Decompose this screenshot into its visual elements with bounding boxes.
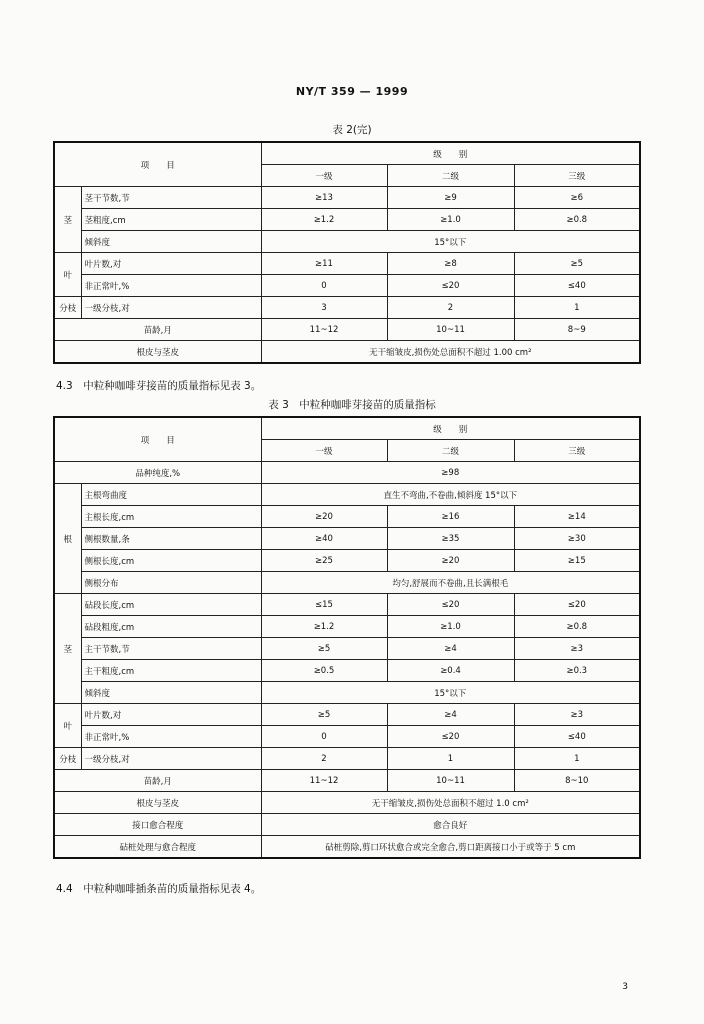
t3-span-cell: 直生不弯曲,不卷曲,倾斜度 15°以下	[261, 484, 640, 506]
t3-row-label: 根皮与茎皮	[54, 792, 261, 814]
t2-cell: 3	[261, 297, 387, 319]
t3-cell: ≥3	[514, 638, 640, 660]
t2-cell: ≥0.8	[514, 209, 640, 231]
t2-grade-header: 级 别	[261, 142, 640, 165]
t3-cell: ≥1.2	[261, 616, 387, 638]
t3-row-label: 砧段长度,cm	[81, 594, 261, 616]
t3-row-label: 非正常叶,%	[81, 726, 261, 748]
t2-cell: ≥5	[514, 253, 640, 275]
t3-cell: ≤20	[514, 594, 640, 616]
t3-cell: ≥20	[387, 550, 514, 572]
t3-row-label: 砧段粗度,cm	[81, 616, 261, 638]
t3-row-label: 倾斜度	[81, 682, 261, 704]
t3-row-label: 叶片数,对	[81, 704, 261, 726]
t2-item-header: 项 目	[54, 142, 261, 187]
t3-cell: ≥5	[261, 638, 387, 660]
t3-cell: ≥35	[387, 528, 514, 550]
t3-cell: ≥5	[261, 704, 387, 726]
t2-cell: 0	[261, 275, 387, 297]
t3-cell: ≤20	[387, 726, 514, 748]
t3-cell: ≥20	[261, 506, 387, 528]
t2-span-cell: 无干缩皱皮,损伤处总面积不超过 1.00 cm²	[261, 341, 640, 364]
t2-row-label: 倾斜度	[81, 231, 261, 253]
t2-cell: 10~11	[387, 319, 514, 341]
t3-cell: ≥14	[514, 506, 640, 528]
t3-cell: 1	[514, 748, 640, 770]
page-number: 3	[622, 982, 628, 992]
para-4-3: 4.3 中粒种咖啡芽接苗的质量指标见表 3。	[56, 380, 262, 392]
t3-cell: ≤20	[387, 594, 514, 616]
t2-branch-group: 分枝	[54, 297, 81, 319]
t2-cell: ≥8	[387, 253, 514, 275]
t2-grade3: 三级	[514, 165, 640, 187]
t3-cell: ≥40	[261, 528, 387, 550]
t3-cell: ≥0.3	[514, 660, 640, 682]
t3-grade3: 三级	[514, 440, 640, 462]
t3-span-cell: 无干缩皱皮,损伤处总面积不超过 1.0 cm²	[261, 792, 640, 814]
t3-cell: ≥4	[387, 638, 514, 660]
table2-caption: 表 2(完)	[332, 124, 372, 136]
t2-row-label: 一级分枝,对	[81, 297, 261, 319]
t3-cell: ≥15	[514, 550, 640, 572]
t3-row-label: 侧根数量,条	[81, 528, 261, 550]
t3-row-label: 接口愈合程度	[54, 814, 261, 836]
t3-span-cell: 砧桩剪除,剪口环状愈合或完全愈合,剪口距离接口小于或等于 5 cm	[261, 836, 640, 859]
t3-span-cell: 15°以下	[261, 682, 640, 704]
t2-cell: ≥1.0	[387, 209, 514, 231]
t3-cell: ≤15	[261, 594, 387, 616]
standard-header: NY/T 359 — 1999	[295, 85, 409, 98]
t3-row-label: 主根长度,cm	[81, 506, 261, 528]
table3-caption: 表 3 中粒种咖啡芽接苗的质量指标	[268, 399, 436, 411]
t3-grade1: 一级	[261, 440, 387, 462]
t3-cell: ≥16	[387, 506, 514, 528]
t3-branch-group: 分枝	[54, 748, 81, 770]
t2-cell: ≤20	[387, 275, 514, 297]
t3-span-cell: 愈合良好	[261, 814, 640, 836]
t3-cell: ≥30	[514, 528, 640, 550]
t3-row-label: 一级分枝,对	[81, 748, 261, 770]
t3-span-cell: ≥98	[261, 462, 640, 484]
t3-row-label: 侧根长度,cm	[81, 550, 261, 572]
t3-cell: 8~10	[514, 770, 640, 792]
t3-cell: ≥25	[261, 550, 387, 572]
t3-cell: ≥0.4	[387, 660, 514, 682]
t3-cell: ≥4	[387, 704, 514, 726]
table3	[53, 416, 641, 859]
t3-stem-group: 茎	[54, 594, 81, 704]
t2-cell: 2	[387, 297, 514, 319]
t2-cell: ≥11	[261, 253, 387, 275]
t3-cell: 2	[261, 748, 387, 770]
t3-grade2: 二级	[387, 440, 514, 462]
t2-row-label: 茎干节数,节	[81, 187, 261, 209]
t3-root-group: 根	[54, 484, 81, 594]
t3-cell: ≤40	[514, 726, 640, 748]
t3-row-label: 主干节数,节	[81, 638, 261, 660]
t3-cell: ≥3	[514, 704, 640, 726]
t3-row-label: 侧根分布	[81, 572, 261, 594]
t2-cell: ≥9	[387, 187, 514, 209]
t3-item-header: 项 目	[54, 417, 261, 462]
t2-stem-group: 茎	[54, 187, 81, 253]
t2-cell: 1	[514, 297, 640, 319]
t3-cell: ≥0.8	[514, 616, 640, 638]
t2-grade1: 一级	[261, 165, 387, 187]
t3-row-label: 砧桩处理与愈合程度	[54, 836, 261, 859]
t3-grade-header: 级 别	[261, 417, 640, 440]
t2-span-cell: 15°以下	[261, 231, 640, 253]
t2-cell: ≥6	[514, 187, 640, 209]
t2-row-label: 非正常叶,%	[81, 275, 261, 297]
t2-row-label: 苗龄,月	[54, 319, 261, 341]
para-4-4: 4.4 中粒种咖啡插条苗的质量指标见表 4。	[56, 883, 262, 895]
t3-row-label: 苗龄,月	[54, 770, 261, 792]
t3-cell: 1	[387, 748, 514, 770]
t3-row-label: 主干粗度,cm	[81, 660, 261, 682]
t2-row-label: 根皮与茎皮	[54, 341, 261, 364]
t3-cell: ≥0.5	[261, 660, 387, 682]
table2	[53, 141, 641, 364]
t2-cell: ≥1.2	[261, 209, 387, 231]
t3-cell: 10~11	[387, 770, 514, 792]
t2-grade2: 二级	[387, 165, 514, 187]
t2-cell: ≥13	[261, 187, 387, 209]
t3-row-label: 品种纯度,%	[54, 462, 261, 484]
t2-cell: 8~9	[514, 319, 640, 341]
t3-cell: 0	[261, 726, 387, 748]
t2-cell: 11~12	[261, 319, 387, 341]
t3-leaf-group: 叶	[54, 704, 81, 748]
t2-row-label: 茎粗度,cm	[81, 209, 261, 231]
t2-leaf-group: 叶	[54, 253, 81, 297]
t3-span-cell: 均匀,舒展而不卷曲,且长满根毛	[261, 572, 640, 594]
t3-cell: 11~12	[261, 770, 387, 792]
t3-row-label: 主根弯曲度	[81, 484, 261, 506]
t2-row-label: 叶片数,对	[81, 253, 261, 275]
t2-cell: ≤40	[514, 275, 640, 297]
t3-cell: ≥1.0	[387, 616, 514, 638]
